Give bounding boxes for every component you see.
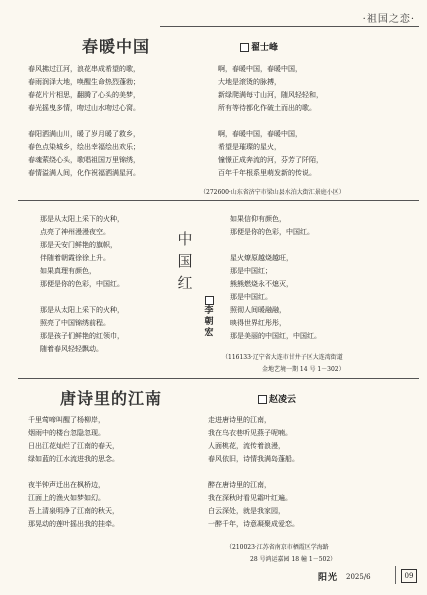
poem-line: 日出江花灿烂了江南的春天， [28,442,119,450]
author-box-icon [240,43,249,52]
author-box-icon [205,296,214,305]
poem-line: 春情溢满人间，化作祝福洒满星河。 [28,169,140,177]
author-box-icon [258,395,267,404]
poem-line: 希望是璀璨的星火， [218,143,281,151]
poem-line: 所有等待都化作破土而出的歌。 [218,104,316,112]
poem-line: 绿如蓝的江水流进我的思念。 [28,455,119,463]
poem-line: 伴随着朝霞徐徐上升。 [40,254,110,262]
poem1-title: 春暖中国 [82,37,151,56]
poem-line: 那是中国红。 [230,293,272,301]
poem-line: 我在深秋时看见霜叶红遍。 [208,494,292,502]
poem2-author-char: 朝 [204,317,214,327]
poem-line: 点亮了神州漫漫夜空。 [40,228,110,236]
poem-line: 那是孩子们鲜艳的红领巾， [40,332,124,340]
poem-line: 春风拂过江河，浪花串成希望的歌， [28,65,140,73]
poem-line [28,115,140,128]
poem-line: 那是从太阳上采下的火种， [40,306,124,314]
poem-line [40,291,124,304]
poem-line: 春光摇曳多情，吻过山水吻过心窝。 [28,104,140,112]
poem3-author-name: 赵凌云 [269,395,297,405]
poem1-left-column [28,63,140,180]
divider-1 [18,200,419,201]
poem-line: 春阳洒满山川，暖了岁月暖了救乡， [28,130,140,138]
poem-line: 百年千年根系里萌发新的传说。 [218,169,316,177]
poem1-address: （272600·山东省济宁市梁山县水泊大街汇景庭小区） [200,189,345,196]
poem3-right-column [208,414,299,531]
poem-line: 醉在唐诗里的江南， [208,481,271,489]
poem2-address-line1: （116133·辽宁省大连市甘井子区大连湾街道 [222,354,343,361]
poem-line: 那便是你的色彩，中国红。 [230,228,314,236]
poem2-author-vertical [202,296,216,339]
poem-line: 人面桃花，流传着浪漫， [208,442,285,450]
poem-line: 那是中国红； [230,267,272,275]
poem2-address-line2: 金地艺境一期 14 号 1－302） [262,366,345,373]
poem-line: 吾上清泉明净了江南的秋天， [28,507,119,515]
poem-line: 千里莺啼叫醒了杨柳岸， [28,416,105,424]
journal-logo: 阳光 [318,573,339,583]
poem-line: 映得世界红彤彤， [230,319,286,327]
poem-line: 照亮了中国锦绣前程。 [40,319,110,327]
poem2-title-char: 红 [177,274,193,292]
divider-2 [18,378,419,379]
poem-line: 春雨润泽大地，唤醒生命热烈蓬勃； [28,78,140,86]
poem3-title: 唐诗里的江南 [60,389,163,408]
footer-divider [395,566,396,584]
poem-line: 春花片片相思，翻腾了心头的美梦， [28,91,140,99]
poem-line: 新绿爬满每寸山河，随风轻轻和， [218,91,323,99]
issue-date: 2025/6 [346,573,371,581]
poem-line: 那便是你的色彩，中国红。 [40,280,124,288]
poem-line: 春风依旧，诗情我满岛蓬船。 [208,455,299,463]
poem2-title-vertical [176,228,194,294]
poem2-title-char: 国 [177,252,193,270]
poem2-author-char: 李 [204,306,214,316]
poem-line: 我在乌衣巷听见燕子呢喃。 [208,429,292,437]
poem-line: 熊熊燃烧永不熄灭， [230,280,293,288]
poem-line: 那是天安门鲜艳的旗帜， [40,241,117,249]
poem-line: 随着春风轻轻飘动。 [40,345,103,353]
poem-line: 春色点染城乡，绘出幸福绘出欢乐； [28,143,140,151]
poem-line [208,466,299,479]
poem-line: 一醉千年，诗意凝聚成爱恋。 [208,520,299,528]
poem-line: 啊，春暖中国，春暖中国， [218,65,302,73]
poem3-author [258,392,296,405]
poem-line [28,466,119,479]
page-number: 09 [401,569,417,583]
poem1-author-name: 翟士峰 [251,43,279,53]
poem3-address-line2: 28 号鸿运嘉园 18 幢 1－502） [250,556,337,563]
poem-line: 如果真理有颜色， [40,267,96,275]
poem-line: 大地是滚烫的脉搏， [218,78,281,86]
poem-line: 白云深处，就是我家园， [208,507,285,515]
section-header [363,10,415,25]
section-header-text: ·祖国之恋· [362,14,415,25]
poem-line: 那晃动的莲叶摇出我的挂牵。 [28,520,119,528]
poem-line [230,239,321,252]
poem2-title-char: 中 [177,230,193,248]
poem3-left-column [28,414,119,531]
poem1-author [240,40,278,53]
poem-line: 星火燎原越烧越旺， [230,254,293,262]
header-divider [160,26,419,27]
poem-line [218,115,323,128]
poem-line: 憧憬正成奔流的河，芬芳了阡陌， [218,156,323,164]
poem-line: 照彻人间暖融融， [230,306,286,314]
poem2-right-column [230,213,321,343]
poem-line: 走进唐诗里的江南， [208,416,271,424]
poem-line: 啊，春暖中国，春暖中国， [218,130,302,138]
poem-line: 烟雨中的楼台忽隐忽现。 [28,429,105,437]
poem-line: 夜半钟声迁出在枫桥边， [28,481,105,489]
poem-line: 春魂萦绕心头，歌唱祖国万里锦绣， [28,156,140,164]
poem-line: 江面上的渔火如梦如幻。 [28,494,105,502]
poem-line: 那是从太阳上采下的火种， [40,215,124,223]
poem1-right-column [218,63,323,180]
poem3-address-line1: （210023·江苏省南京市栖霞区学海路 [226,544,329,551]
poem-line: 那是美丽的中国红，中国红。 [230,332,321,340]
poem2-left-column [40,213,124,356]
poem2-author-char: 宏 [204,328,214,338]
poem-line: 如果信仰有颜色， [230,215,286,223]
